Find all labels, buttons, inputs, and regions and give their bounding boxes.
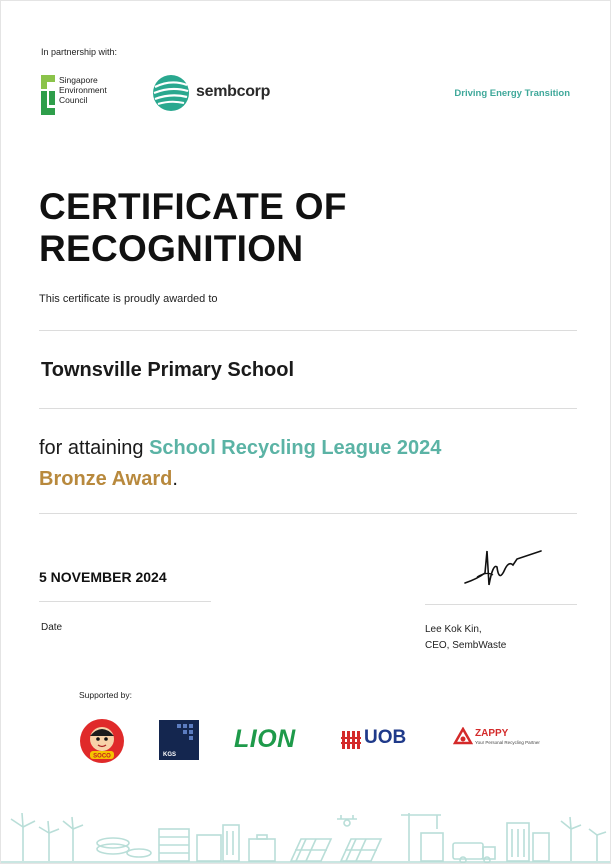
supported-by-label: Supported by: bbox=[79, 690, 132, 700]
divider bbox=[39, 408, 577, 409]
partnership-label: In partnership with: bbox=[41, 47, 118, 57]
partner-sec-name: Singapore Environment Council bbox=[59, 75, 107, 105]
tagline: Driving Energy Transition bbox=[454, 88, 570, 99]
date-underline bbox=[39, 601, 211, 602]
award-level: Bronze Award bbox=[39, 468, 173, 490]
sec-logo-icon bbox=[41, 75, 57, 115]
uob-logo: UOB bbox=[364, 727, 407, 748]
svg-text:SOCO: SOCO bbox=[93, 753, 111, 760]
signature-graphic bbox=[463, 543, 543, 591]
certificate-subtitle: This certificate is proudly awarded to bbox=[39, 293, 218, 305]
zappy-tagline: Your Personal Recycling Partner bbox=[475, 740, 540, 745]
signature-line bbox=[425, 604, 577, 605]
signatory-name: Lee Kok Kin, bbox=[425, 624, 482, 635]
signatory-block bbox=[425, 622, 506, 654]
achievement-text: for attaining School Recycling League 2024 Bronze Award. bbox=[39, 437, 442, 490]
mascot-badge-icon bbox=[79, 718, 125, 764]
program-name: School Recycling League 2024 bbox=[149, 437, 442, 459]
recipient-name: Townsville Primary School bbox=[41, 359, 295, 381]
zappy-logo: ZAPPY bbox=[475, 728, 509, 739]
award-date: 5 NOVEMBER 2024 bbox=[39, 569, 167, 585]
certificate-title: CERTIFICATE OF RECOGNITION bbox=[39, 186, 347, 269]
zappy-recycle-icon bbox=[453, 727, 473, 751]
kgs-logo bbox=[159, 720, 199, 760]
date-label: Date bbox=[41, 622, 63, 633]
divider bbox=[39, 513, 577, 514]
divider bbox=[39, 330, 577, 331]
signatory-title: CEO, SembWaste bbox=[425, 640, 507, 651]
uob-bars-icon bbox=[341, 730, 361, 750]
partner-sembcorp-name: sembcorp bbox=[196, 83, 271, 100]
kgs-name: KGS bbox=[163, 752, 177, 758]
footer-skyline-illustration bbox=[1, 799, 610, 863]
lion-logo: LION bbox=[234, 725, 296, 753]
sembcorp-swirl-icon bbox=[151, 73, 191, 113]
